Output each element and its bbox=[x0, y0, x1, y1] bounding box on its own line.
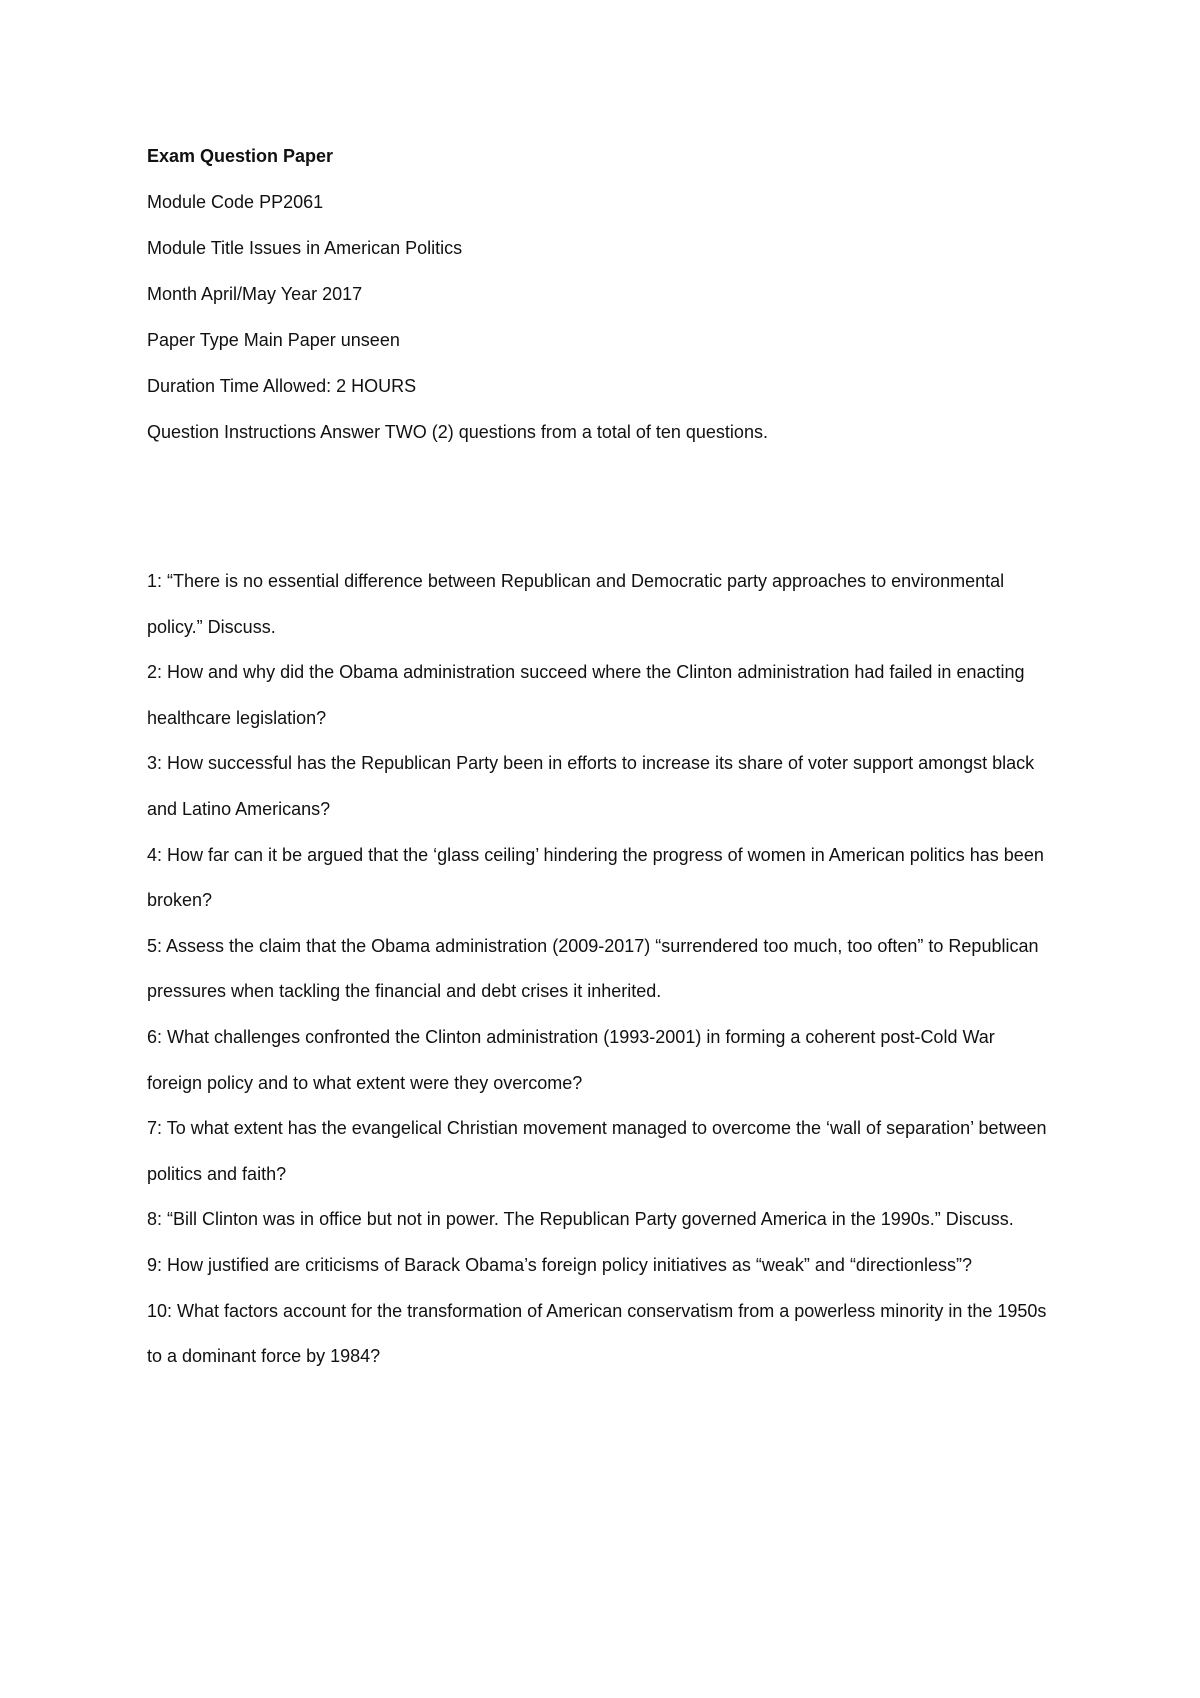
module-code-line: Module Code PP2061 bbox=[147, 192, 324, 212]
paper-type-line: Paper Type Main Paper unseen bbox=[147, 330, 400, 350]
question-4: 4: How far can it be argued that the ‘glass ceiling’ hindering the progress of women in American politics has been broken? bbox=[147, 844, 1044, 911]
question-2: 2: How and why did the Obama administration succeed where the Clinton administration had failed in enacting healthcare legislation? bbox=[147, 662, 1025, 728]
document-title: Exam Question Paper bbox=[147, 146, 334, 166]
question-9: 9: How justified are criticisms of Barack Obama’s foreign policy initiatives as “weak” and “directionless”? bbox=[147, 1254, 972, 1275]
spacer bbox=[147, 467, 1047, 559]
question-1: 1: “There is no essential difference between Republican and Democratic party approaches to environmental policy.” Discuss. bbox=[147, 571, 1005, 637]
question-list bbox=[147, 559, 1047, 1380]
question-10: 10: What factors account for the transformation of American conservatism from a powerless minority in the 1950s to a dominant force by 1984? bbox=[147, 1300, 1047, 1367]
question-3: 3: How successful has the Republican Party been in efforts to increase its share of voter support amongst black and Latino Americans? bbox=[147, 753, 1035, 819]
exam-paper-content bbox=[147, 145, 1047, 1380]
question-6: 6: What challenges confronted the Clinton administration (1993-2001) in forming a coherent post-Cold War foreign policy and to what extent were they overcome? bbox=[147, 1026, 995, 1093]
question-8: 8: “Bill Clinton was in office but not in power. The Republican Party governed America in the 1990s.” Discuss. bbox=[147, 1209, 1014, 1230]
module-title-line: Module Title Issues in American Politics bbox=[147, 238, 463, 258]
question-7: 7: To what extent has the evangelical Christian movement managed to overcome the ‘wall of separation’ between politics and faith? bbox=[147, 1118, 1047, 1184]
instructions-line: Question Instructions Answer TWO (2) questions from a total of ten questions. bbox=[147, 422, 768, 442]
question-5: 5: Assess the claim that the Obama administration (2009-2017) “surrendered too much, too often” to Republican pressures when tackling the financial and debt crises it inherited. bbox=[147, 935, 1039, 1002]
duration-line: Duration Time Allowed: 2 HOURS bbox=[147, 376, 417, 396]
exam-date-line: Month April/May Year 2017 bbox=[147, 284, 363, 304]
